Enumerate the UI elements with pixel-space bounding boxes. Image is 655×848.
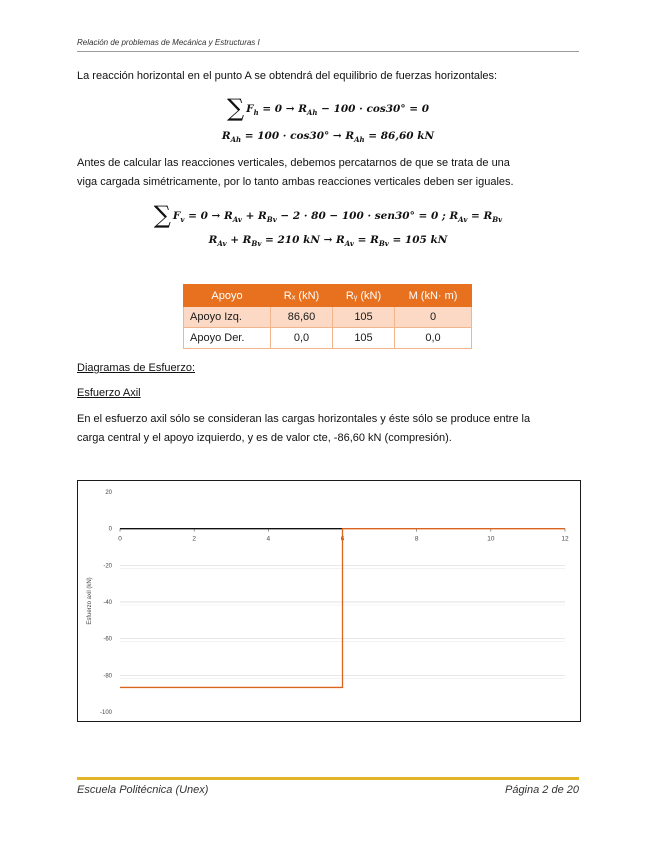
table-header-rx: Rₓ (kN) bbox=[271, 285, 333, 307]
header-divider bbox=[77, 51, 579, 52]
chart-y-tick-label: -100 bbox=[99, 710, 112, 716]
chart-y-tick-label: -60 bbox=[103, 636, 112, 643]
table-header-row bbox=[184, 285, 472, 307]
table-header-moment: M (kN· m) bbox=[395, 285, 472, 307]
table-row bbox=[184, 328, 472, 349]
paragraph-vertical-intro-1: Antes de calcular las reacciones verticales, debemos percatarnos de que se trata de una bbox=[77, 157, 510, 169]
table-row bbox=[184, 307, 472, 328]
diagrams-heading: Diagramas de Esfuerzo: bbox=[77, 362, 195, 374]
chart-tick-labels bbox=[100, 490, 569, 716]
paragraph-axial-2: carga central y el apoyo izquierdo, y es de valor cte, -86,60 kN (compresión). bbox=[77, 432, 452, 444]
chart-y-tick-label: 20 bbox=[105, 490, 112, 496]
axial-heading: Esfuerzo Axil bbox=[77, 387, 141, 399]
table-cell: Apoyo Der. bbox=[184, 328, 271, 349]
table-header-ry: Rᵧ (kN) bbox=[333, 285, 395, 307]
chart-x-tick-label: 2 bbox=[192, 535, 196, 543]
equation-horizontal-reaction: $R_{Ah} = 100 \cdot \cos 30^\circ \to R_{Ah} = 86,60$ kN bbox=[221, 130, 435, 145]
axial-force-chart-svg bbox=[78, 481, 580, 721]
table-cell: 0,0 bbox=[271, 328, 333, 349]
paragraph-axial-1: En el esfuerzo axil sólo se consideran las cargas horizontales y éste sólo se produce entre la bbox=[77, 413, 531, 425]
chart-x-tick-label: 8 bbox=[414, 535, 419, 543]
header-title: Relación de problemas de Mecánica y Estructuras I bbox=[77, 38, 260, 47]
equation-vertical-equilibrium: ∑ $F_v = 0 \to R_{Av} + R_{Bv} - 2 \cdot 80 - 100 \cdot sen30^\circ = 0$ ; $R_{Av} = R_{Bv}$ bbox=[153, 201, 503, 229]
equation-vertical-reactions: $R_{Av} + R_{Bv} = 210$ kN → $R_{Av} = R_{Bv} = 105$ kN bbox=[208, 234, 448, 249]
chart-y-tick-label: 0 bbox=[108, 526, 112, 533]
chart-x-tick-label: 12 bbox=[561, 535, 569, 543]
chart-series-line-1 bbox=[120, 529, 565, 688]
chart-series bbox=[120, 529, 565, 688]
chart-y-axis-label: Esfuerzo axil (kN) bbox=[87, 577, 93, 625]
table-cell: 105 bbox=[333, 307, 395, 328]
footer-school: Escuela Politécnica (Unex) bbox=[77, 784, 209, 796]
table-cell: 86,60 bbox=[271, 307, 333, 328]
chart-x-tick-label: 4 bbox=[266, 535, 271, 543]
footer-divider bbox=[77, 777, 579, 780]
footer-page-number: Página 2 de 20 bbox=[504, 784, 579, 796]
axial-force-chart bbox=[77, 480, 581, 722]
chart-y-tick-label: -40 bbox=[103, 600, 112, 606]
chart-x-tick-label: 6 bbox=[340, 535, 345, 543]
table-cell: 0 bbox=[395, 307, 472, 328]
chart-y-tick-label: -20 bbox=[103, 563, 112, 570]
table-cell: 105 bbox=[333, 328, 395, 349]
chart-x-tick-label: 0 bbox=[118, 535, 122, 543]
reactions-table bbox=[183, 284, 472, 349]
table-cell: Apoyo Izq. bbox=[184, 307, 271, 328]
paragraph-horizontal-reaction: La reacción horizontal en el punto A se obtendrá del equilibrio de fuerzas horizontales: bbox=[77, 70, 498, 82]
paragraph-vertical-intro-2: viga cargada simétricamente, por lo tanto ambas reacciones verticales deben ser iguales. bbox=[77, 176, 514, 188]
chart-x-tick-label: 10 bbox=[487, 535, 495, 543]
equation-horizontal-equilibrium: ∑ $F_h = 0 \to R_{Ah} - 100 \cdot \cos 30^\circ = 0$ bbox=[226, 94, 430, 122]
chart-y-tick-label: -80 bbox=[103, 673, 112, 680]
table-header-apoyo: Apoyo bbox=[184, 285, 271, 307]
table-cell: 0,0 bbox=[395, 328, 472, 349]
